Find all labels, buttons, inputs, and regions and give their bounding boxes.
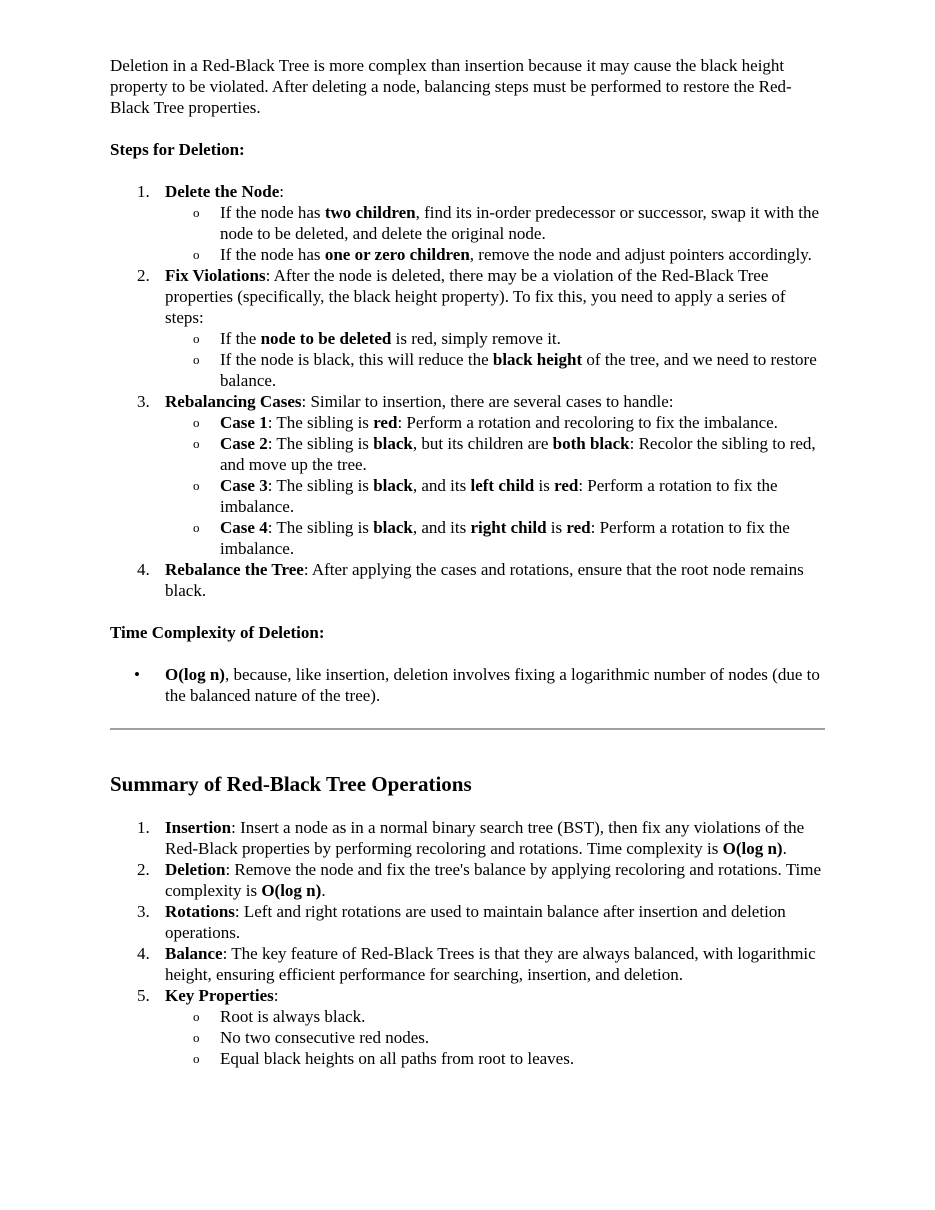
summary-text: : Insert a node as in a normal binary search tree (BST), then fix any violations of the Red-Black properties by performing recoloring and rotations. Time complexity is xyxy=(165,818,805,858)
case-text: : Perform a rotation to fix the imbalance. xyxy=(220,476,778,516)
sub-item xyxy=(165,202,825,244)
step-title: Rebalance the Tree xyxy=(165,560,304,579)
sub-bold: two children xyxy=(324,203,416,222)
circle-bullet-icon: o xyxy=(193,1009,200,1024)
complexity-bold: O(log n) xyxy=(165,665,225,684)
step-number: 1. xyxy=(137,182,150,201)
intro-paragraph: Deletion in a Red-Black Tree is more complex than insertion because it may cause the black height property to be violated. After deleting a node, balancing steps must be performed to restore the Red-Black Tree properties. xyxy=(110,56,792,117)
sub-item xyxy=(165,328,825,349)
case-text: , and its xyxy=(412,476,471,495)
summary-text: : Left and right rotations are used to maintain balance after insertion and deletion operations. xyxy=(165,902,786,942)
circle-bullet-icon: o xyxy=(193,247,200,262)
circle-bullet-icon: o xyxy=(193,1051,200,1066)
key-properties-list xyxy=(165,1006,825,1069)
case-item xyxy=(165,517,825,559)
sub-text: is red, simply remove it. xyxy=(391,329,561,348)
summary-heading: Summary of Red-Black Tree Operations xyxy=(110,772,472,796)
step-text: : After the node is deleted, there may be a violation of the Red-Black Tree properties (specifically, the black height property). To fix this, you need to apply a series of steps: xyxy=(165,266,786,327)
summary-number: 5. xyxy=(137,986,150,1005)
step-title: Delete the Node xyxy=(165,182,280,201)
circle-bullet-icon: o xyxy=(193,436,200,451)
summary-title: Insertion xyxy=(165,818,232,837)
step-text: : After applying the cases and rotations, ensure that the root node remains black. xyxy=(165,560,804,600)
sub-text: of the tree, and we need to restore balance. xyxy=(220,350,817,390)
case-text: : Recolor the sibling to red, and move up the tree. xyxy=(220,434,816,474)
case-bold: black xyxy=(373,434,413,453)
circle-bullet-icon: o xyxy=(193,331,200,346)
step-item xyxy=(110,559,825,601)
case-bold: red xyxy=(373,413,398,432)
case-bold: left child xyxy=(470,476,535,495)
sub-text: , remove the node and adjust pointers accordingly. xyxy=(469,245,812,264)
step-sub-list xyxy=(165,202,825,265)
sub-text: If the node has xyxy=(220,245,325,264)
summary-text: : The key feature of Red-Black Trees is that they are always balanced, with logarithmic height, ensuring efficient performance for searching, insertion, and deletion. xyxy=(165,944,816,984)
key-property-text: Root is always black. xyxy=(220,1007,366,1026)
summary-item xyxy=(110,943,825,985)
case-bold: both black xyxy=(552,434,630,453)
summary-item xyxy=(110,859,825,901)
dot-bullet-icon: • xyxy=(134,665,140,684)
summary-text: : Remove the node and fix the tree's balance by applying recoloring and rotations. Time complexity is xyxy=(165,860,821,900)
case-item xyxy=(165,475,825,517)
case-text: , and its xyxy=(412,518,471,537)
sub-item xyxy=(165,349,825,391)
circle-bullet-icon: o xyxy=(193,520,200,535)
summary-number: 4. xyxy=(137,944,150,963)
case-text: is xyxy=(534,476,555,495)
case-item xyxy=(165,433,825,475)
case-text: : The sibling is xyxy=(267,434,374,453)
case-label: Case 4 xyxy=(220,518,268,537)
key-property-item xyxy=(165,1006,825,1027)
step-number: 2. xyxy=(137,266,150,285)
summary-number: 2. xyxy=(137,860,150,879)
cases-list xyxy=(165,412,825,559)
summary-title: Rotations xyxy=(165,902,235,921)
case-text: : Perform a rotation to fix the imbalance. xyxy=(220,518,790,558)
step-number: 3. xyxy=(137,392,150,411)
sub-text: If the node has xyxy=(220,203,325,222)
circle-bullet-icon: o xyxy=(193,415,200,430)
sub-bold: one or zero children xyxy=(324,245,470,264)
summary-number: 3. xyxy=(137,902,150,921)
summary-title: Key Properties xyxy=(165,986,274,1005)
steps-heading: Steps for Deletion: xyxy=(110,140,245,159)
circle-bullet-icon: o xyxy=(193,205,200,220)
summary-title: Balance xyxy=(165,944,223,963)
case-bold: red xyxy=(554,476,579,495)
step-number: 4. xyxy=(137,560,150,579)
sub-bold: black height xyxy=(492,350,583,369)
step-sub-list xyxy=(165,328,825,391)
deletion-steps-list xyxy=(110,181,825,601)
case-text: : The sibling is xyxy=(267,518,374,537)
complexity-text: , because, like insertion, deletion involves fixing a logarithmic number of nodes (due to the balanced nature of the tree). xyxy=(165,665,820,705)
circle-bullet-icon: o xyxy=(193,352,200,367)
case-label: Case 1 xyxy=(220,413,268,432)
summary-list xyxy=(110,817,825,1069)
key-property-item xyxy=(165,1027,825,1048)
case-bold: black xyxy=(373,476,413,495)
sub-item xyxy=(165,244,825,265)
complexity-list xyxy=(110,664,825,706)
summary-end: . xyxy=(321,881,326,900)
step-text: : xyxy=(279,182,284,201)
sub-text: If the xyxy=(220,329,261,348)
summary-number: 1. xyxy=(137,818,150,837)
summary-bold: O(log n) xyxy=(722,839,783,858)
summary-title: Deletion xyxy=(165,860,226,879)
sub-text: , find its in-order predecessor or successor, swap it with the node to be deleted, and delete the original node. xyxy=(220,203,820,243)
case-bold: right child xyxy=(470,518,547,537)
sub-text: If the node is black, this will reduce the xyxy=(220,350,493,369)
summary-item xyxy=(110,817,825,859)
case-text: : The sibling is xyxy=(267,413,374,432)
summary-text: : xyxy=(273,986,279,1005)
case-label: Case 2 xyxy=(220,434,268,453)
case-item xyxy=(165,412,825,433)
step-title: Rebalancing Cases xyxy=(165,392,302,411)
step-item xyxy=(110,391,825,559)
case-bold: red xyxy=(566,518,591,537)
key-property-text: Equal black heights on all paths from root to leaves. xyxy=(220,1049,575,1068)
key-property-text: No two consecutive red nodes. xyxy=(220,1028,430,1047)
summary-item xyxy=(110,901,825,943)
step-item xyxy=(110,265,825,391)
case-bold: black xyxy=(373,518,413,537)
key-property-item xyxy=(165,1048,825,1069)
document-page xyxy=(110,55,825,1069)
case-text: : Perform a rotation and recoloring to fix the imbalance. xyxy=(397,413,778,432)
circle-bullet-icon: o xyxy=(193,1030,200,1045)
summary-item xyxy=(110,985,825,1069)
circle-bullet-icon: o xyxy=(193,478,200,493)
complexity-heading: Time Complexity of Deletion: xyxy=(110,623,325,642)
case-text: is xyxy=(546,518,567,537)
case-label: Case 3 xyxy=(220,476,268,495)
summary-end: . xyxy=(782,839,787,858)
summary-bold: O(log n) xyxy=(261,881,322,900)
step-item xyxy=(110,181,825,265)
case-text: , but its children are xyxy=(412,434,553,453)
case-text: : The sibling is xyxy=(267,476,374,495)
complexity-item xyxy=(110,664,825,706)
step-text: : Similar to insertion, there are several cases to handle: xyxy=(301,392,674,411)
step-title: Fix Violations xyxy=(165,266,266,285)
horizontal-rule xyxy=(110,728,825,730)
sub-bold: node to be deleted xyxy=(260,329,392,348)
